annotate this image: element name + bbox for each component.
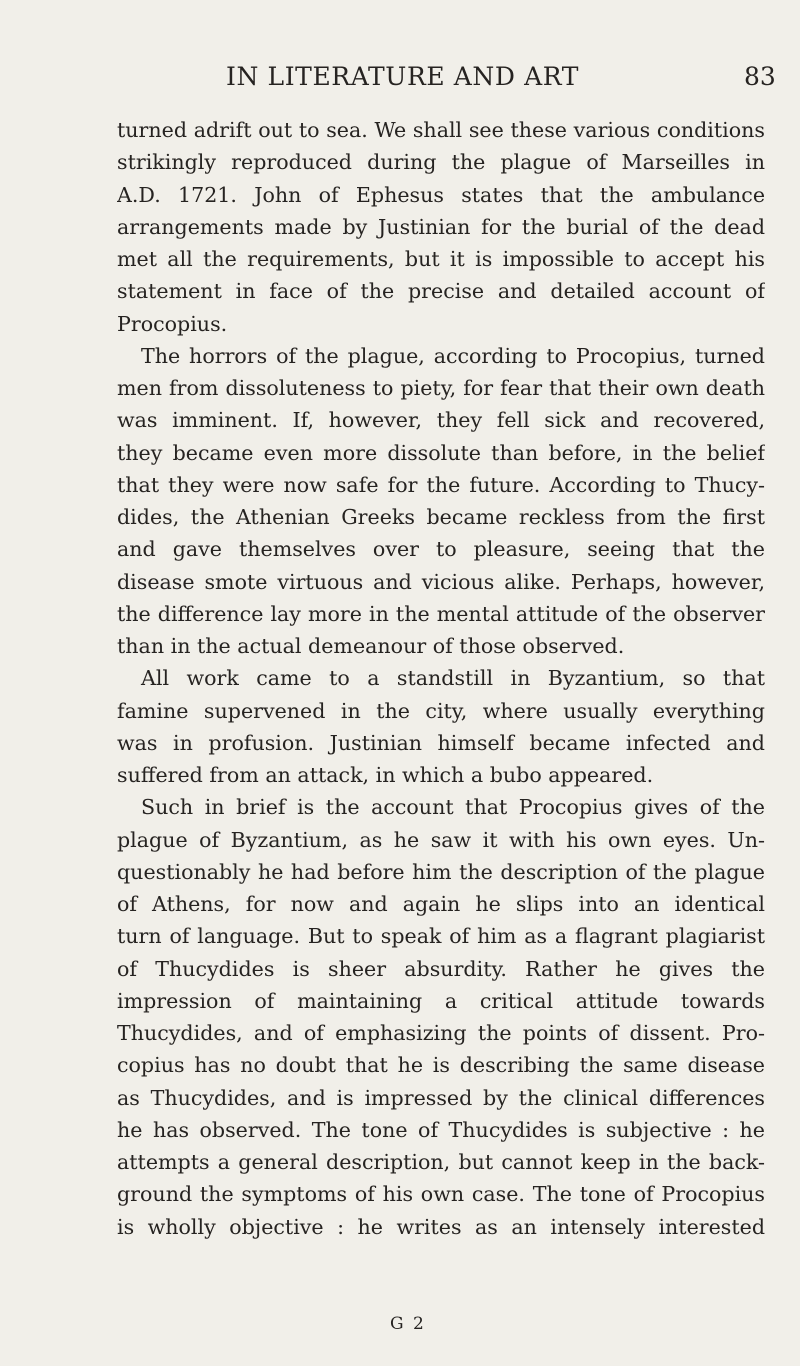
text-line: and gave themselves over to pleasure, seeing that the — [117, 537, 765, 562]
text-line: plague of Byzantium, as he saw it with his own eyes. Un- — [117, 827, 765, 852]
text-line: impression of maintaining a critical attitude towards — [117, 988, 765, 1013]
text-line: they became even more dissolute than before, in the belief — [117, 440, 765, 465]
text-line: All work came to a standstill in Byzantium, so that — [141, 666, 765, 691]
text-line: turned adrift out to sea. We shall see these various conditions — [117, 118, 765, 142]
body-text — [117, 114, 765, 1243]
text-line: disease smote virtuous and vicious alike. Perhaps, however, — [117, 569, 765, 594]
text-line: turn of language. But to speak of him as a flagrant plagiarist — [117, 924, 765, 949]
text-line: Such in brief is the account that Procopius gives of the — [141, 795, 765, 820]
text-line: men from dissoluteness to piety, for fear that their own death — [117, 376, 765, 400]
signature-mark: G 2 — [390, 1314, 426, 1334]
text-line: met all the requirements, but it is impossible to accept his — [117, 247, 765, 271]
text-line: that they were now safe for the future. According to Thucy- — [117, 472, 765, 497]
text-line: statement in face of the precise and detailed account of — [117, 279, 765, 304]
text-line: was in profusion. Justinian himself became infected and — [117, 730, 765, 755]
text-line: arrangements made by Justinian for the burial of the dead — [117, 214, 765, 239]
text-line: famine supervened in the city, where usually everything — [117, 698, 765, 723]
text-line: Thucydides, and of emphasizing the points of dissent. Pro- — [117, 1021, 765, 1045]
text-line: dides, the Athenian Greeks became reckless from the first — [117, 505, 765, 529]
text-line: The horrors of the plague, according to Procopius, turned — [141, 343, 765, 368]
running-head: IN LITERATURE AND ART — [226, 62, 580, 91]
text-line: the difference lay more in the mental attitude of the observer — [117, 601, 765, 626]
text-line: of Athens, for now and again he slips into an identical — [117, 892, 765, 916]
text-line: was imminent. If, however, they fell sick and recovered, — [117, 408, 765, 433]
text-line: strikingly reproduced during the plague of Marseilles in — [117, 150, 765, 175]
text-line: is wholly objective : he writes as an intensely interested — [117, 1214, 765, 1239]
text-line: suffered from an attack, in which a bubo appeared. — [117, 763, 654, 787]
text-line: than in the actual demeanour of those observed. — [117, 634, 625, 658]
text-line: of Thucydides is sheer absurdity. Rather he gives the — [117, 956, 765, 981]
page-number: 83 — [744, 62, 776, 91]
text-line: he has observed. The tone of Thucydides is subjective : he — [117, 1117, 765, 1142]
text-line: attempts a general description, but cannot keep in the back- — [117, 1150, 765, 1174]
text-line: A.D. 1721. John of Ephesus states that the ambulance — [117, 182, 765, 207]
text-line: ground the symptoms of his own case. The tone of Procopius — [117, 1182, 765, 1207]
page-header — [0, 62, 800, 102]
text-line: questionably he had before him the description of the plague — [117, 859, 765, 884]
text-line: Procopius. — [117, 311, 228, 336]
text-line: as Thucydides, and is impressed by the clinical differences — [117, 1085, 765, 1110]
text-line: copius has no doubt that he is describing the same disease — [117, 1053, 765, 1078]
